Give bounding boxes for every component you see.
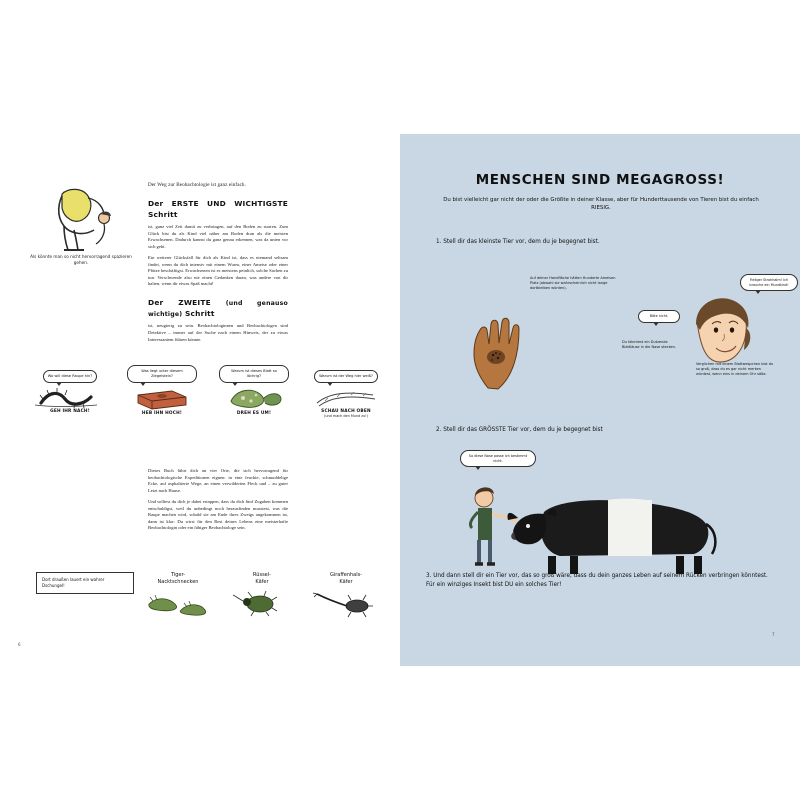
item-label: HEB IHN HOCH! bbox=[141, 410, 183, 416]
speech-bubble: Was liegt unter diesem Ziegelstein? bbox=[127, 365, 197, 383]
caterpillar-icon bbox=[24, 385, 116, 409]
body-2-para-1: ist, neugierig zu sein. Beobachtologinnen und Beobachtologen sind Detektive – immer auf der Suche nach einem Hinweis, der zu etwas Interessantem führen könnte. bbox=[148, 323, 288, 342]
heading-second-step-c: Schritt bbox=[185, 308, 215, 318]
list-item bbox=[300, 364, 392, 418]
item-label: DREH ES UM! bbox=[236, 410, 272, 416]
page-subtitle: Du bist vielleicht gar nicht der oder die Größte in deiner Klasse, aber für Hunderttausende von Tieren bist du einfach RIESIG. bbox=[443, 197, 759, 212]
body-3-para-2: Und solltest du dich je dabei ertappen, dass du dich fünf Zugaben kommen entschuldigst, weil du unbedingt noch herausfinden musstest, was die Raupe machen wird, sobald sie am Ende ihres Zweigs angekommen ist, dann ist klar: Du wirst für den Rest deines Lebens eine meisterhafte Beobachtologin oder ein fähiger Beobachtologe sein. bbox=[148, 499, 288, 531]
slug-icon bbox=[136, 588, 220, 618]
species-name-line2: Käfer bbox=[255, 578, 269, 585]
body-1-para-1: ist, ganz viel Zeit damit zu verbringen, auf den Boden zu starren. Zum Glück bist du als Kind viel näher am Boden dran als die meisten Erwachsenen. Dadurch kannst du ganz genau erkennen, was da unten vor sich geht. bbox=[148, 224, 288, 249]
species-name-line1: Rüssel- bbox=[253, 572, 271, 578]
item-sublabel: (und mach den Mund zu!) bbox=[324, 413, 368, 418]
item-label: GEH IHR NACH! bbox=[50, 408, 90, 414]
note-ear-wasp: Verglichen mit einem Blattwespchen bist du so groß, dass du es gar nicht merken würdest, wenn eins in deinem Ohr säße. bbox=[696, 362, 774, 377]
curiosity-items-row bbox=[24, 364, 400, 464]
weevil-icon bbox=[220, 588, 304, 618]
right-page bbox=[400, 134, 800, 666]
heading-first-step: Der ERSTE UND WICHTIGSTE Schritt bbox=[148, 199, 288, 219]
heading-second-step bbox=[148, 298, 288, 320]
list-item bbox=[208, 364, 300, 416]
path-icon bbox=[300, 385, 392, 409]
body-1-para-2: Ein weiterer Glücksfall für dich als Kind ist, dass es niemand seltsam findet, wenn du dich intensiv mit einem Wurm, einer Ameise oder einer Pfütze beschäftigst. Erwachsenen ist es meistens peinlich, solche Sachen zu tun. Verschwende also nie einen Gedanken daran, was andere von dir halten, wenn dir etwas Spaß macht! bbox=[148, 255, 288, 287]
species-name-line1: Giraffenhals- bbox=[329, 572, 363, 578]
speech-bubble-cow: So diese Nase passe ich bestimmt nicht. bbox=[460, 450, 536, 467]
leaf-icon bbox=[208, 385, 300, 411]
speech-bubble: Warum ist dieses Blatt so löchrig? bbox=[219, 365, 289, 383]
species-name-line2: Käfer bbox=[339, 578, 353, 585]
girl-face-illustration bbox=[682, 292, 758, 368]
species-name-line1: Tiger- bbox=[170, 572, 186, 578]
cow-and-child-illustration bbox=[448, 478, 758, 578]
lead-sentence: Der Weg zur Beobachtologie ist ganz einfach. bbox=[148, 182, 246, 188]
species-weevil bbox=[220, 572, 304, 618]
body-3-para-1: Dieses Buch führt dich an vier Orte, die sich hervorragend für beobachtologische Expeditionen eignen: in eine feuchte, schmuddelige Ecke, auf asphaltierte Wege, an einen verwilderten Fleck und – zu guter Letzt nach Hause. bbox=[148, 468, 288, 493]
brick-icon bbox=[116, 385, 208, 411]
heading-second-step-a: Der ZWEITE bbox=[148, 297, 211, 307]
list-item bbox=[116, 364, 208, 416]
step-2-text: 2. Stell dir das GRÖSSTE Tier vor, dem du je begegnet bist bbox=[436, 427, 603, 433]
hand-illustration bbox=[458, 312, 532, 390]
heading-second-step-b: (und genauso wichtige) bbox=[148, 299, 288, 318]
left-page bbox=[0, 134, 400, 666]
step-1-text: 1. Stell dir das kleinste Tier vor, dem du je begegnet bist. bbox=[436, 239, 600, 245]
page-number-right: 7 bbox=[772, 632, 775, 637]
left-text-column bbox=[148, 182, 288, 348]
jungle-note-box: Dort draußen lauert ein wahrer Dschungel! bbox=[36, 572, 134, 594]
list-item bbox=[24, 364, 116, 414]
step-3-text: 3. Und dann stell dir ein Tier vor, das so groß wäre, dass du dein ganzes Leben auf seinem Rücken verbringen könntest. Für ein winziges Insekt bist DU ein solches Tier! bbox=[426, 573, 768, 589]
speech-bubble-please-not: Bitte nicht. bbox=[638, 310, 680, 323]
page-number-left: 6 bbox=[18, 642, 21, 647]
caption-bending-person: Als könnte man so nicht hervorragend spazieren gehen. bbox=[30, 254, 132, 266]
speech-bubble: Warum ist der Weg hier weiß? bbox=[314, 370, 378, 383]
species-name-line2: Nacktschnecken bbox=[157, 578, 199, 585]
speech-bubble-ear: Fieliger Strohhalm! Ich brauche ein Mundkind! bbox=[740, 274, 798, 291]
species-giraffe-weevil bbox=[304, 572, 388, 618]
note-nose-aphids: Du könntest ein Dutzende Blattläuse in die Nase stecken. bbox=[622, 340, 676, 350]
bending-person-illustration bbox=[44, 184, 130, 254]
speech-bubble: Wo will diese Raupe hin? bbox=[43, 370, 97, 383]
note-hand-ants: Auf deiner Handfläche hätten Hunderte Ameisen Platz (obwohl sie wahrscheinlich nicht lange dortbleiben würden). bbox=[530, 276, 616, 291]
page-title: MENSCHEN SIND MEGAGROSS! bbox=[475, 172, 725, 188]
species-tiger-slug bbox=[136, 572, 220, 618]
giraffe-weevil-icon bbox=[304, 588, 388, 618]
item-label: SCHAU NACH OBEN bbox=[321, 408, 371, 414]
left-text-column-bottom bbox=[148, 468, 288, 537]
